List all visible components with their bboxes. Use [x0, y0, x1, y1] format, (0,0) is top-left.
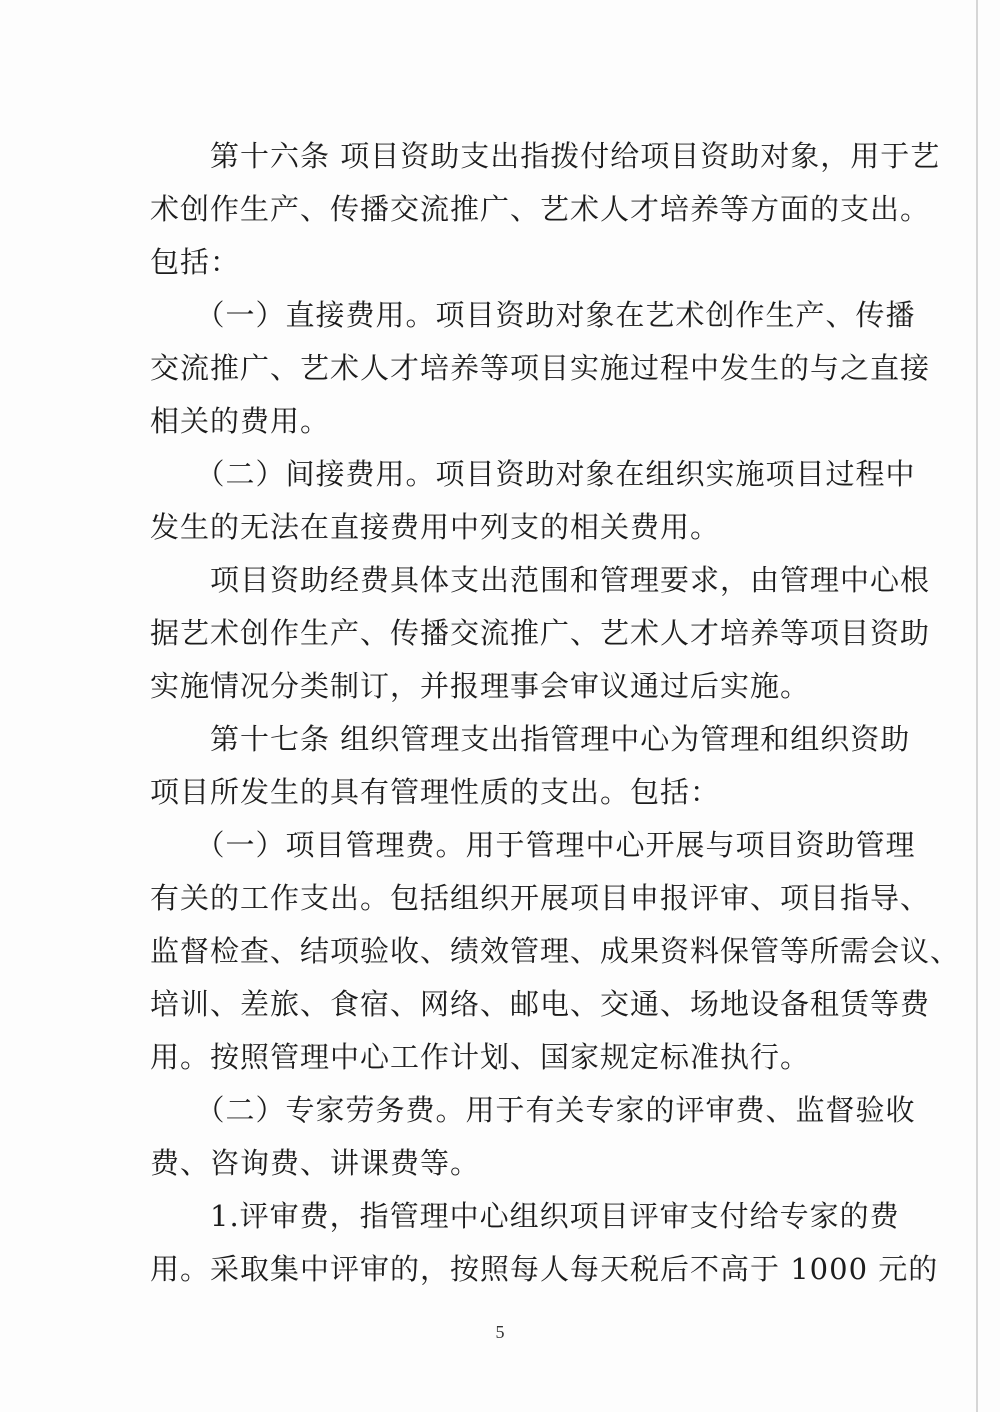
text-line: 1.评审费，指管理中心组织项目评审支付给专家的费	[150, 1199, 900, 1233]
text-line: （一）项目管理费。用于管理中心开展与项目资助管理	[150, 828, 916, 862]
text-line: 用。按照管理中心工作计划、国家规定标准执行。	[150, 1040, 811, 1074]
text-line: 实施情况分类制订，并报理事会审议通过后实施。	[150, 669, 811, 703]
text-line: 发生的无法在直接费用中列支的相关费用。	[150, 510, 721, 544]
text-line: （二）专家劳务费。用于有关专家的评审费、监督验收	[150, 1093, 916, 1127]
text-line: 项目所发生的具有管理性质的支出。包括：	[150, 775, 721, 809]
text-line: 术创作生产、传播交流推广、艺术人才培养等方面的支出。	[150, 192, 931, 226]
text-line: 有关的工作支出。包括组织开展项目申报评审、项目指导、	[150, 881, 931, 915]
text-line: 包括：	[150, 245, 241, 279]
text-line: （一）直接费用。项目资助对象在艺术创作生产、传播	[150, 298, 916, 332]
text-line: 培训、差旅、食宿、网络、邮电、交通、场地设备租赁等费	[150, 987, 931, 1021]
text-line: 第十六条 项目资助支出指拨付给项目资助对象，用于艺	[150, 139, 941, 173]
text-line: 项目资助经费具体支出范围和管理要求，由管理中心根	[150, 563, 931, 597]
text-line: 相关的费用。	[150, 404, 331, 438]
text-line: 据艺术创作生产、传播交流推广、艺术人才培养等项目资助	[150, 616, 931, 650]
text-line: 交流推广、艺术人才培养等项目实施过程中发生的与之直接	[150, 351, 931, 385]
text-line: 费、咨询费、讲课费等。	[150, 1146, 481, 1180]
page-number: 5	[495, 1322, 505, 1342]
text-line: 第十七条 组织管理支出指管理中心为管理和组织资助	[150, 722, 911, 756]
body-text	[150, 130, 961, 1296]
text-line: 用。采取集中评审的，按照每人每天税后不高于 1000 元的	[150, 1252, 939, 1286]
text-line: 监督检查、结项验收、绩效管理、成果资料保管等所需会议、	[150, 934, 961, 968]
text-line: （二）间接费用。项目资助对象在组织实施项目过程中	[150, 457, 916, 491]
scan-edge-line	[976, 0, 978, 1412]
